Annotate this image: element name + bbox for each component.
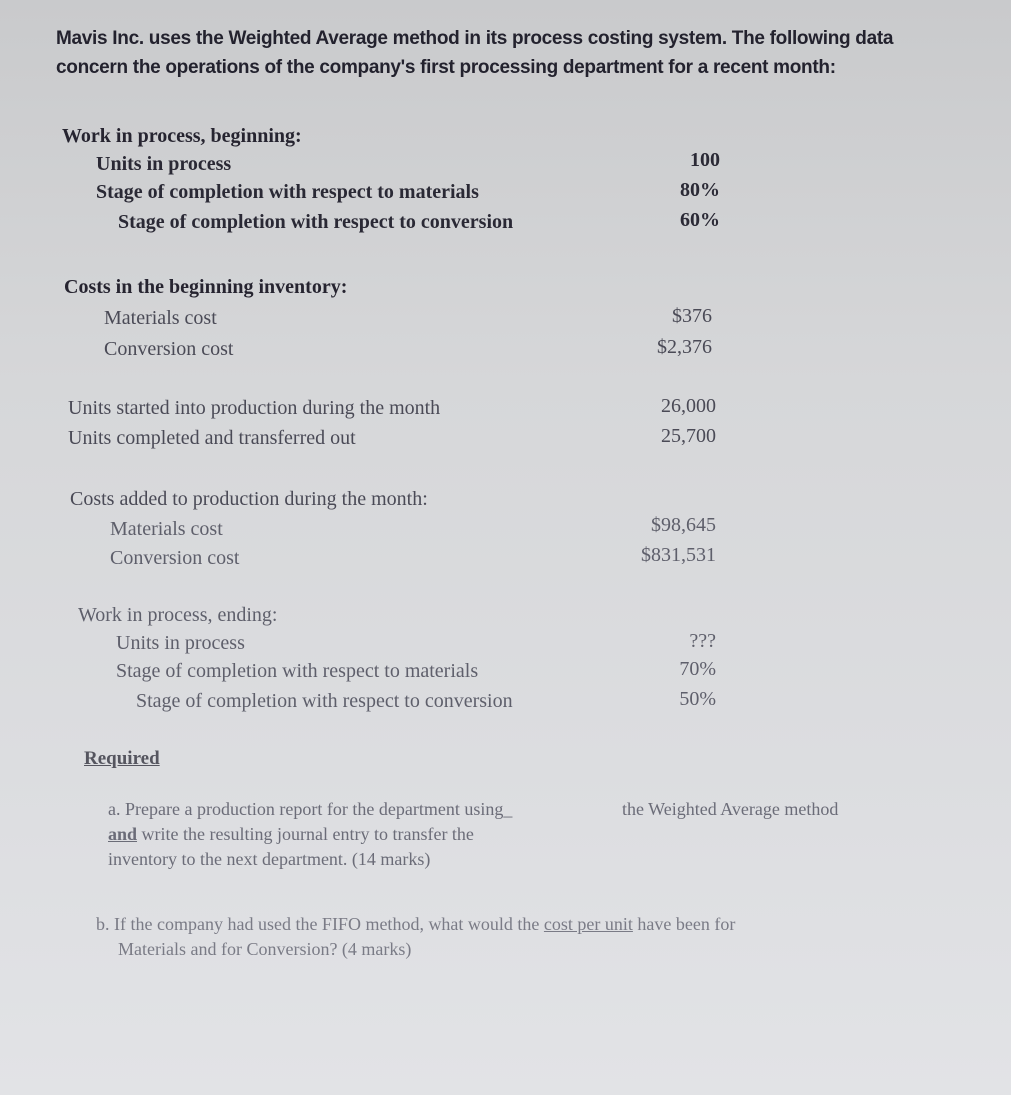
req-b-cost-per-unit: cost per unit (543, 914, 633, 934)
wip-begin-materials-label: Stage of completion with respect to materials (96, 181, 479, 203)
wip-end-materials-value: 70% (679, 658, 716, 680)
added-costs-heading: Costs added to production during the month: (70, 488, 428, 510)
req-a-line2 (108, 822, 908, 847)
begin-conversion-value: $2,376 (657, 336, 712, 358)
units-completed-label: Units completed and transferred out (68, 427, 356, 449)
required-title: Required (84, 748, 160, 769)
begin-conversion-label: Conversion cost (104, 338, 234, 360)
wip-end-units-value: ??? (689, 630, 716, 652)
begin-materials-label: Materials cost (104, 307, 217, 329)
added-conversion-value: $831,531 (641, 544, 716, 566)
req-a-text2: write the resulting journal entry to transfer the (137, 824, 474, 844)
req-b-line1 (96, 912, 916, 937)
intro-paragraph: Mavis Inc. uses the Weighted Average method in its process costing system. The following data concern the operations of the company's first processing department for a recent month: (56, 28, 894, 78)
required-part-a (108, 797, 908, 872)
req-b-text2: have been for (632, 914, 736, 934)
req-a-text1: a. Prepare a production report for the department using_ (108, 799, 513, 819)
added-materials-label: Materials cost (110, 518, 223, 540)
wip-begin-units-value: 100 (690, 149, 720, 171)
wip-end-conversion-value: 50% (679, 688, 716, 710)
req-b-text1: b. If the company had used the FIFO method, what would the (96, 914, 544, 934)
wip-end-materials-label: Stage of completion with respect to materials (116, 660, 479, 682)
req-a-line3: inventory to the next department. (14 marks) (108, 849, 431, 869)
wip-end-heading: Work in process, ending: (78, 604, 278, 626)
wip-end-units-label: Units in process (116, 632, 245, 654)
added-materials-value: $98,645 (651, 514, 716, 536)
units-completed-value: 25,700 (661, 425, 716, 447)
req-a-method: the Weighted Average method (622, 799, 839, 819)
wip-end-conversion-label: Stage of completion with respect to conversion (136, 690, 513, 712)
wip-begin-units-label: Units in process (96, 153, 232, 175)
units-started-label: Units started into production during the month (68, 397, 441, 419)
wip-begin-materials-value: 80% (680, 179, 720, 201)
begin-materials-value: $376 (672, 305, 712, 327)
req-a-and: and (108, 824, 138, 844)
req-b-line2: Materials and for Conversion? (4 marks) (118, 939, 412, 959)
wip-begin-conversion-value: 60% (680, 209, 720, 231)
wip-begin-heading: Work in process, beginning: (62, 125, 302, 147)
wip-begin-conversion-label: Stage of completion with respect to conversion (118, 211, 514, 233)
begin-costs-heading: Costs in the beginning inventory: (64, 276, 348, 298)
units-started-value: 26,000 (661, 395, 716, 417)
required-part-b (96, 912, 916, 962)
added-conversion-label: Conversion cost (110, 547, 240, 569)
